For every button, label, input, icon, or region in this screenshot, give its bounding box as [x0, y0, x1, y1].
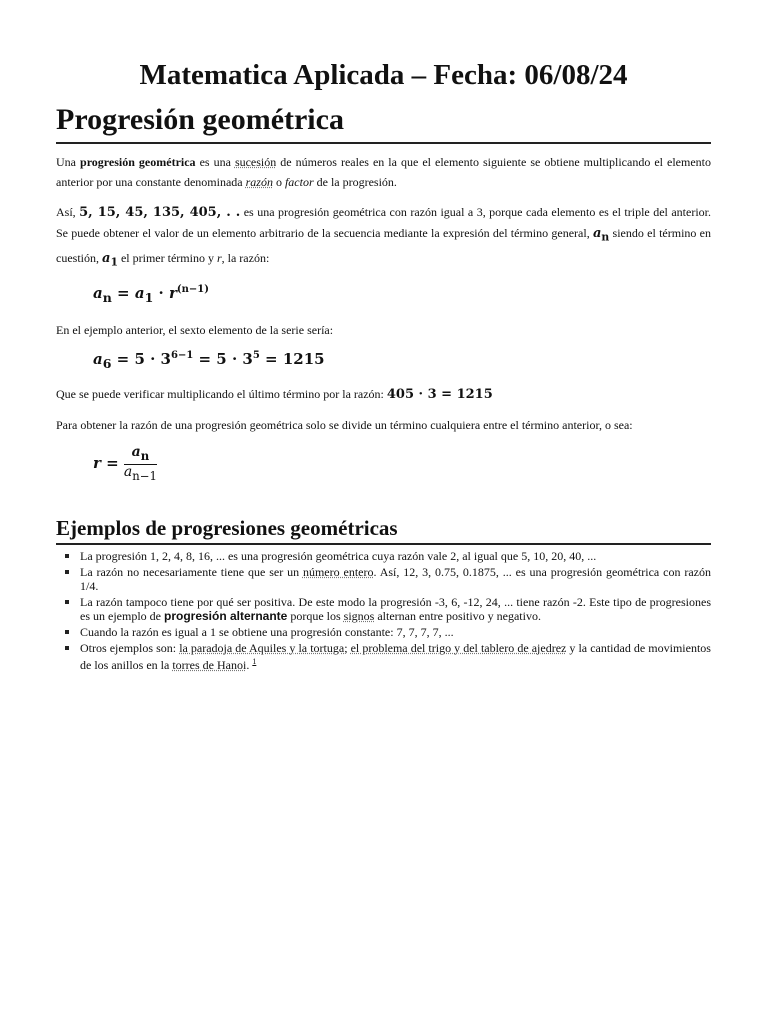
link-paradoja-aquiles[interactable]: la paradoja de Aquiles y la tortuga	[179, 641, 345, 656]
link-razon[interactable]: razón	[245, 175, 273, 189]
list-item: La progresión 1, 2, 4, 8, 16, ... es una progresión geométrica cuya razón vale 2, al igual que 5, 10, 20, 40, ...	[80, 549, 711, 563]
fraction: $\frac{a_n}{a_{n-1}}$	[123, 444, 157, 483]
link-signos[interactable]: signos	[343, 609, 375, 624]
sequence-math: 5, 15, 45, 135, 405, . .	[79, 205, 241, 220]
formula-sixth-element: $a_6 = 5 \cdot 3^{6-1} = 5 \cdot 3^5 = 1215$	[93, 350, 325, 372]
paragraph-ratio: Para obtener la razón de una progresión geométrica solo se divide un término cualquiera entre el término anterior, o sea:	[56, 418, 633, 433]
document-title: Matematica Aplicada – Fecha: 06/08/24	[139, 59, 628, 91]
paragraph-definition: Una progresión geométrica es una sucesión de números reales en la que el elemento siguiente se obtiene multiplicando el elemento anterior por una constante denominada razón o factor de la progresión.	[56, 155, 711, 189]
list-item: La razón no necesariamente tiene que ser un número entero. Así, 12, 3, 0.75, 0.1875, ... es una progresión geométrica con razón 1/4.	[80, 565, 711, 594]
paragraph-verify: Que se puede verificar multiplicando el último término por la razón: 405 · 3 = 1215	[56, 387, 493, 403]
link-torres-hanoi[interactable]: torres de Hanoi	[172, 658, 247, 673]
formula-general-term: $a_n = a_1 \cdot r^{(n-1)}$	[93, 284, 209, 306]
section-heading-progresion: Progresión geométrica	[56, 102, 711, 144]
link-numero-entero[interactable]: número entero	[302, 565, 374, 580]
list-item: Cuando la razón es igual a 1 se obtiene una progresión constante: 7, 7, 7, 7, ...	[80, 625, 711, 639]
list-item: La razón tampoco tiene por qué ser positiva. De este modo la progresión -3, 6, -12, 24, ... tiene razón -2. Este tipo de progresiones es un ejemplo de progresión alternante porque los signos alternan entre positivo y negativo.	[80, 595, 711, 624]
paragraph-example: Así, 5, 15, 45, 135, 405, . . es una progresión geométrica con razón igual a 3, porque cada elemento es el triple del anterior. Se puede obtener el valor de un elemento arbitrario de la secuencia mediante la expresión del término general, $a_n$ siendo el término en cuestión, $a_1$ el primer término y r, la razón:	[56, 205, 712, 269]
formula-ratio: r = $\frac{a_n}{a_{n-1}}$	[93, 444, 157, 483]
examples-list	[56, 549, 711, 672]
paragraph-sixth-element: En el ejemplo anterior, el sexto elemento de la serie sería:	[56, 323, 334, 338]
footnote-ref[interactable]: 1	[252, 657, 257, 667]
list-item: Otros ejemplos son: la paradoja de Aquiles y la tortuga; el problema del trigo y del tablero de ajedrez y la cantidad de movimientos de los anillos en la torres de Hanoi. $^1$	[80, 641, 711, 673]
section-heading-ejemplos: Ejemplos de progresiones geométricas	[56, 515, 711, 545]
document-page	[56, 0, 711, 674]
link-problema-trigo[interactable]: el problema del trigo y del tablero de ajedrez	[350, 641, 567, 656]
link-sucesion[interactable]: sucesión	[234, 155, 277, 169]
